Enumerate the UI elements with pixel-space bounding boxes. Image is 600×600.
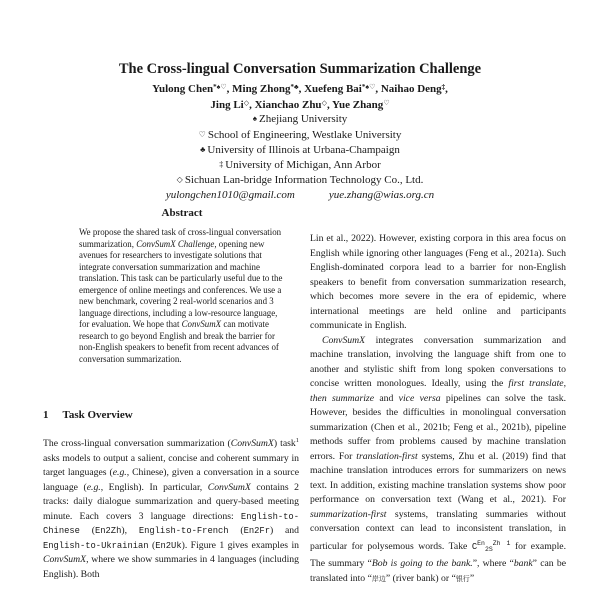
text-run: . Figure 1 gives examples in	[184, 539, 299, 551]
text-emphasis: Bob is going to the bank.	[371, 558, 473, 569]
author-separator: ,	[375, 83, 379, 95]
text-emphasis: ConvSumX	[207, 481, 251, 493]
author-name: Jing Li	[210, 99, 244, 112]
direction-code: En2Uk	[155, 540, 182, 551]
text-emphasis: ConvSumX Challenge	[136, 238, 215, 249]
text-run: ”, where “	[472, 558, 514, 569]
example-id-sup: En	[477, 539, 485, 547]
text-run: , where we show summaries in 4 languages (including English). Both	[43, 554, 299, 580]
paragraph: Lin et al., 2022). However, existing corpora in this area focus on English while ignoring other languages (Feng et al., 2021a). Such English-dominated corpora lead to a barrier for non-English speakers to benefit from conversation summarization research, which becomes more severe in the era of epidemic, where international meetings are held online and participants communicate in English.	[310, 233, 566, 331]
affiliation-name: School of Engineering, Westlake University	[207, 128, 402, 141]
section-number: 1	[43, 409, 49, 421]
paper-header	[0, 80, 600, 203]
text-emphasis: bank	[513, 558, 533, 569]
text-run: contains 2 tracks: daily dialogue summarization and query-based meeting minute. Each covers 3 language directions:	[43, 481, 299, 522]
text-emphasis: ConvSumX	[322, 334, 366, 346]
direction-code: En2Zh	[94, 526, 122, 536]
chinese-term: 岸边	[371, 574, 386, 583]
affiliation-line	[0, 143, 600, 158]
footnote-marker[interactable]: 1	[295, 437, 299, 444]
paragraph	[310, 334, 566, 587]
direction-code: En2Fr	[243, 526, 270, 536]
author-list	[0, 80, 600, 112]
affiliation-marker: ◇	[243, 99, 250, 108]
author-separator: ,	[298, 83, 302, 95]
language-direction: English-to-Ukrainian	[43, 540, 149, 551]
affiliation-name: University of Michigan, Ann Arbor	[225, 159, 381, 172]
affiliation-marker: *♠♡	[361, 83, 376, 91]
text-emphasis: e.g.	[112, 467, 127, 478]
affiliation-symbol: ◇	[176, 175, 183, 185]
text-run: and	[374, 392, 399, 404]
example-id-sub: 2S	[484, 545, 493, 553]
affiliation-symbol: ♠	[252, 114, 257, 124]
text-run: , opening new avenues for researchers to investigate solutions that integrate conversation summarization and machine translation. This task can be particularly useful due to the emergence of online meetings and conferences. We use a new benchmark, covering 2 real-world scenarios and 3 language directions, including a low-resource language, for evaluation. We hope that	[79, 238, 283, 330]
affiliation-line	[0, 112, 600, 127]
affiliation-marker: *♣	[290, 83, 299, 91]
text-run: , English). In particular,	[100, 481, 208, 493]
language-direction: English-to-French	[138, 526, 229, 536]
text-emphasis: ConvSumX	[181, 319, 222, 330]
text-run: integrates conversation summarization and machine translation, involving the language shift from one to another and stylistic shift from long spoken conversations to concise written monologues. Ideally, using the	[310, 334, 566, 389]
text-emphasis: translation-first	[356, 450, 418, 462]
affiliation-marker: *♠♡	[213, 83, 227, 91]
author-separator: ,	[249, 99, 252, 112]
author-name: Yue Zhang	[332, 99, 384, 112]
affiliation-line	[0, 128, 600, 143]
affiliation-marker: ‡	[441, 83, 446, 91]
email-address[interactable]: yulongchen1010@gmail.com	[165, 189, 295, 202]
text-emphasis: vice versa	[398, 392, 441, 404]
text-run: ) task	[273, 438, 296, 449]
email-address[interactable]: yue.zhang@wias.org.cn	[328, 189, 435, 202]
author-separator: ,	[445, 83, 448, 95]
email-line	[0, 188, 600, 202]
right-column-body	[310, 232, 566, 586]
author-name: Naihao Deng	[380, 83, 442, 95]
affiliation-symbol: ‡	[219, 160, 224, 170]
text-run: can motivate research to go beyond English and break the barrier for non-English speakers to benefit from recent advances of conversation summarization.	[79, 319, 279, 365]
author-separator: ,	[226, 83, 230, 95]
affiliation-symbol: ♡	[198, 129, 206, 139]
affiliation-name: Zhejiang University	[258, 113, 348, 126]
affiliation-marker: ♡	[383, 99, 390, 108]
example-id-sup: Zh 1	[492, 539, 511, 547]
text-run: ” (river bank) or “	[385, 572, 456, 584]
text-run: asks models to output a salient, concise and coherent summary in target languages (	[43, 452, 299, 478]
text-emphasis: e.g.	[86, 481, 101, 493]
author-name: Xuefeng Bai	[304, 83, 362, 95]
affiliation-marker: ◇	[321, 99, 327, 108]
section-title: Task Overview	[62, 409, 133, 421]
abstract-heading: Abstract	[161, 207, 203, 219]
abstract-text	[79, 227, 286, 366]
affiliation-name: University of Illinois at Urbana-Champaign	[207, 143, 400, 156]
text-emphasis: summarization-first	[310, 508, 387, 520]
text-run: ” can be translated into “	[310, 558, 566, 584]
text-run: ”	[469, 572, 475, 584]
example-id: C	[471, 541, 478, 552]
left-column-body: The cross-lingual conversation summarization (ConvSumX) task$^1$ asks models to output a salient, concise and coherent summary in target languages (e.g., Chinese), given a conversation in a source language (e.g., English). In particular, ConvSumX contains 2 tracks: daily dialogue summarization and query-based meeting minute. Each covers 3 language directions: English-to-Chinese (En2Zh), English-to-French (En2Fr) and English-to-Ukrainian (En2Uk). Figure 1 gives examples in ConvSumX, where we show summaries in 4 languages (including English). Both	[43, 437, 299, 580]
text-run: We propose the shared task of cross-lingual conversation summarization,	[79, 227, 282, 249]
text-run: for example. The summary “	[310, 540, 566, 569]
text-emphasis: ConvSumX	[43, 554, 87, 565]
text-run: , Chinese), given a conversation in a source language (	[43, 467, 299, 493]
text-emphasis: ConvSumX	[230, 438, 274, 449]
text-run: pipelines can solve the task. However, besides the difficulties in monolingual conversation summarization (Chen et al., 2021b; Feng et al., 2021b), pipeline methods suffer from problems caused by machine translation errors. For	[310, 392, 566, 462]
text-run: and	[273, 525, 299, 536]
author-name: Xianchao Zhu	[254, 99, 322, 112]
text-run: systems, translating summaries without conversation context can lead to inconsistent translation, in particular for polysemous words. Take	[310, 508, 566, 552]
text-run: The cross-lingual conversation summarization (	[43, 438, 231, 449]
author-name: Yulong Chen	[152, 83, 214, 95]
author-name: Ming Zhong	[232, 83, 291, 95]
affiliation-line	[0, 173, 600, 188]
paper-title: The Cross-lingual Conversation Summarization Challenge	[118, 61, 482, 77]
affiliation-symbol: ♣	[200, 144, 206, 154]
author-separator: ,	[326, 99, 330, 112]
affiliation-name: Sichuan Lan-bridge Information Technology Co., Ltd.	[184, 174, 424, 187]
affiliation-line	[0, 158, 600, 173]
text-emphasis: first translate, then summarize	[310, 378, 566, 404]
language-direction: English-to-Chinese	[43, 511, 299, 536]
text-run: systems, Zhu et al. (2019) find that machine translation introduces errors for summarizers on news text. In addition, existing machine translation systems show poor performance on conversation text (Wang et al., 2021). For	[310, 450, 566, 505]
chinese-term: 银行	[455, 574, 470, 583]
section-heading	[43, 409, 303, 422]
